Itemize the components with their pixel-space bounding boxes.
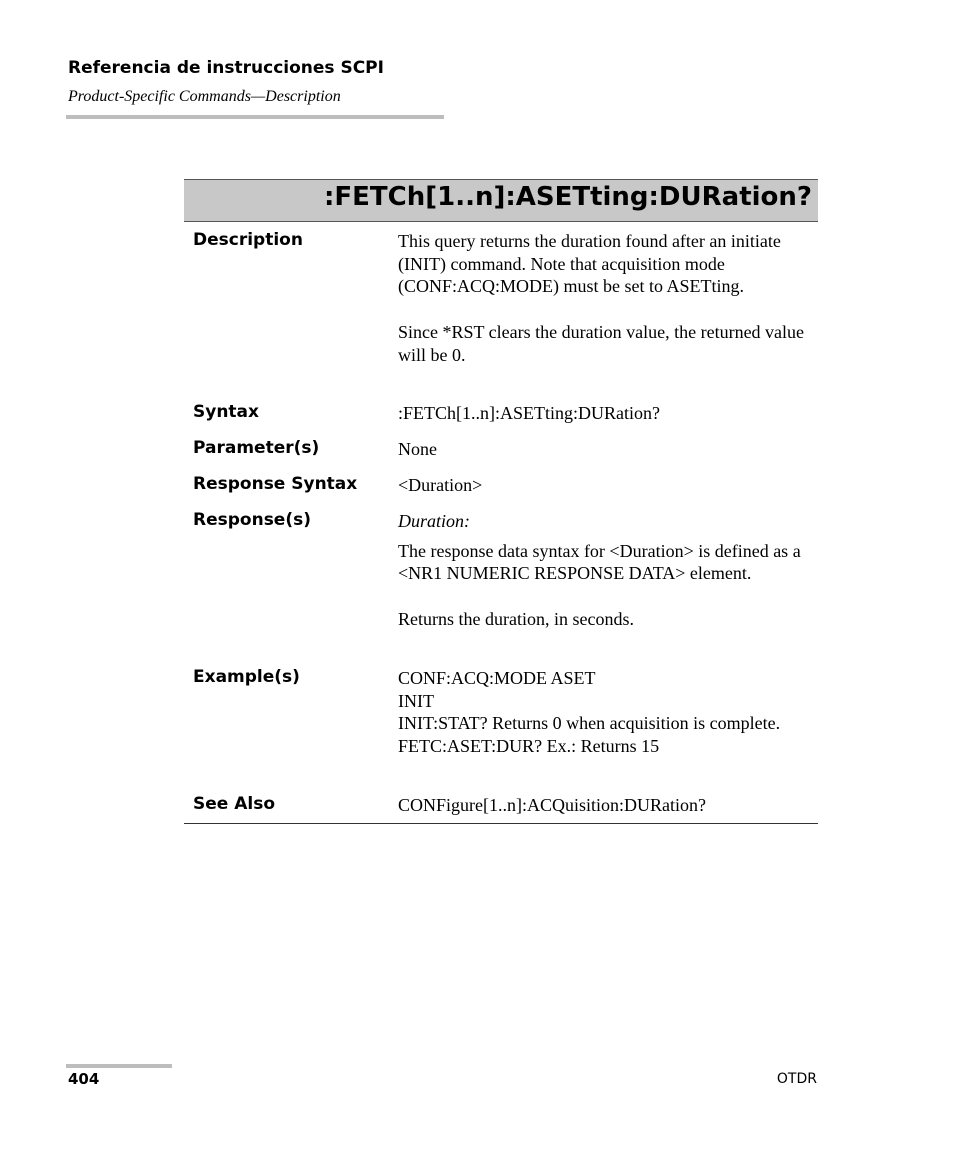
response-name: Duration: — [398, 511, 470, 531]
running-header-title: Referencia de instrucciones SCPI — [68, 58, 384, 78]
responses-label: Response(s) — [193, 510, 311, 530]
examples-value — [398, 667, 816, 758]
syntax-value: :FETCh[1..n]:ASETting:DURation? — [398, 403, 660, 423]
response-syntax-label: Response Syntax — [193, 474, 358, 494]
responses-value — [398, 510, 816, 631]
page-number: 404 — [68, 1070, 100, 1088]
description-paragraph-2: Since *RST clears the duration value, the returned value will be 0. — [398, 321, 805, 365]
command-title-bar — [184, 179, 818, 222]
description-paragraph-1: This query returns the duration found after an initiate (INIT) command. Note that acquisition mode (CONF:ACQ:MODE) must be set to ASETting. — [398, 231, 781, 297]
example-line: INIT:STAT? Returns 0 when acquisition is complete. — [398, 713, 781, 734]
example-line: FETC:ASET:DUR? Ex.: Returns 15 — [398, 736, 660, 757]
examples-label: Example(s) — [193, 667, 300, 687]
description-label: Description — [193, 230, 303, 250]
response-syntax-value: <Duration> — [398, 475, 483, 495]
see-also-label: See Also — [193, 794, 276, 814]
see-also-value: CONFigure[1..n]:ACQuisition:DURation? — [398, 795, 706, 815]
responses-paragraph-2: Returns the duration, in seconds. — [398, 608, 634, 629]
parameters-value: None — [398, 439, 437, 459]
header-divider — [66, 115, 444, 119]
description-value — [398, 230, 816, 366]
table-bottom-rule — [184, 823, 818, 824]
product-name: OTDR — [776, 1071, 817, 1087]
syntax-label: Syntax — [193, 402, 259, 422]
command-title: :FETCh[1..n]:ASETting:DURation? — [323, 182, 812, 212]
example-line: CONF:ACQ:MODE ASET — [398, 668, 596, 688]
footer-divider — [66, 1064, 172, 1068]
responses-paragraph-1: The response data syntax for <Duration> is defined as a <NR1 NUMERIC RESPONSE DATA> element. — [398, 540, 801, 584]
example-line: INIT — [398, 690, 434, 711]
running-header-subtitle: Product-Specific Commands—Description — [68, 88, 341, 105]
parameters-label: Parameter(s) — [193, 438, 320, 458]
